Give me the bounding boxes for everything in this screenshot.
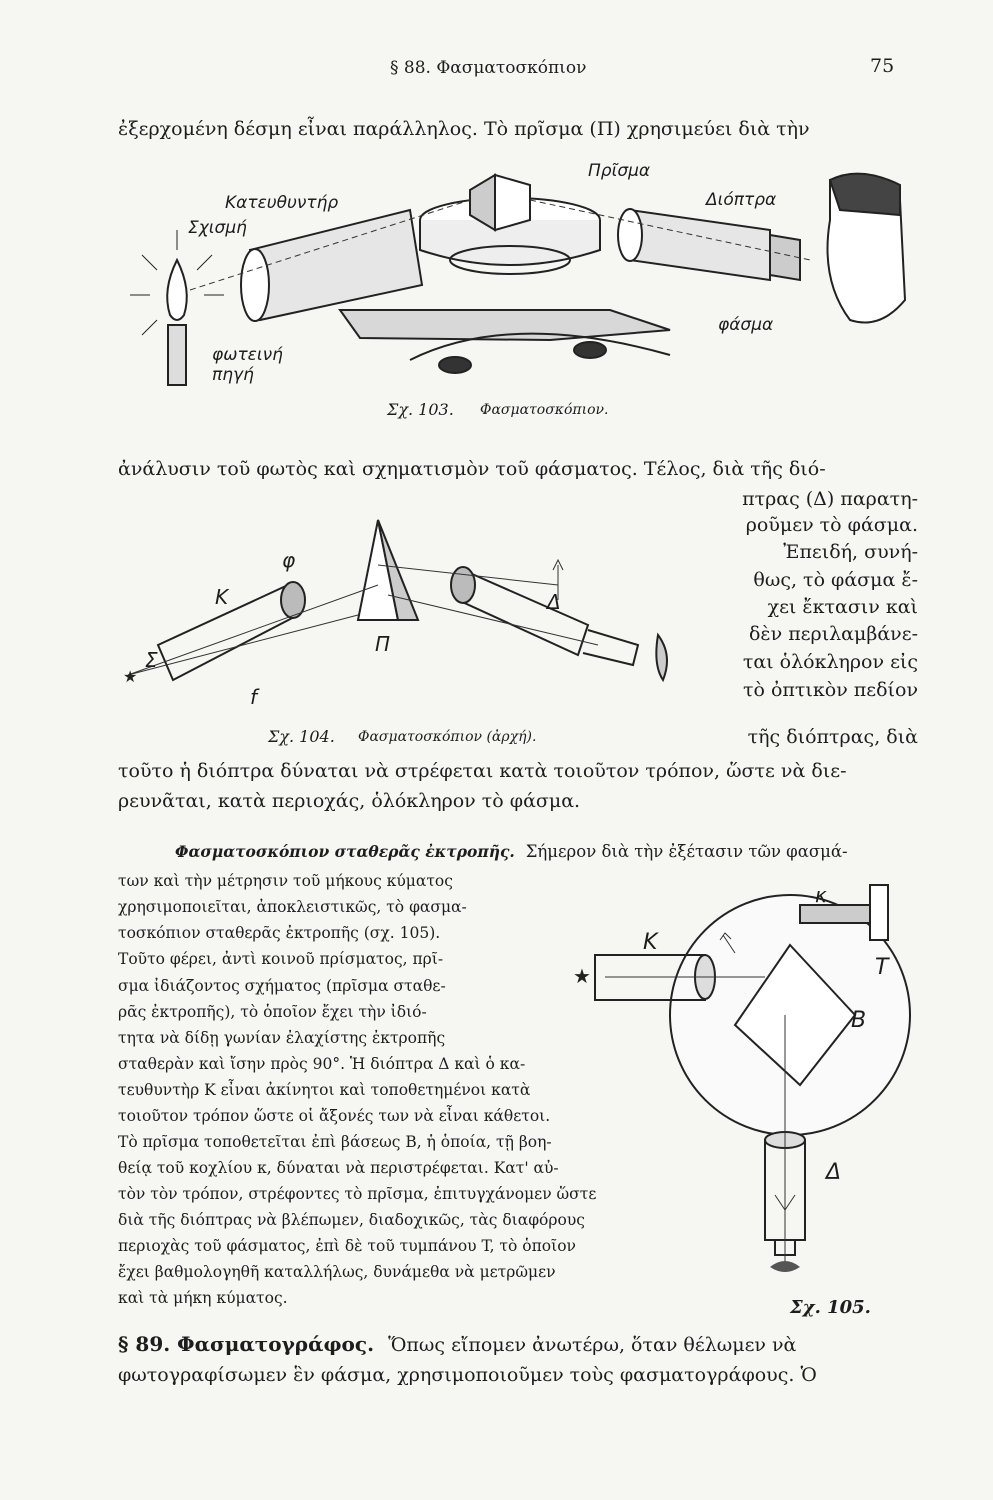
text-line: ται ὁλόκληρον εἰς xyxy=(742,651,918,673)
text-line: τευθυντὴρ K εἶναι ἀκίνητοι καὶ τοποθετημένοι κατὰ xyxy=(118,1081,531,1099)
text-line: τητα νὰ δίδῃ γωνίαν ἐλαχίστης ἐκτροπῆς xyxy=(118,1029,446,1047)
label-K: K xyxy=(215,585,229,609)
text-line: δὲν περιλαμβάνε- xyxy=(748,623,918,645)
label-phi: φ xyxy=(282,548,296,572)
text-line: φωτογραφίσωμεν ἓν φάσμα, χρησιμοποιοῦμεν τοὺς φασματογράφους. Ὁ xyxy=(118,1364,817,1386)
text-line: των καὶ τὴν μέτρησιν τοῦ μήκους κύματος xyxy=(118,872,453,890)
figure-104-caption: Φασματοσκόπιον (ἀρχή). xyxy=(358,729,537,745)
text-line: τῆς διόπτρας, διὰ xyxy=(747,726,918,748)
text-line: τοσκόπιον σταθερᾶς ἐκτροπῆς (σχ. 105). xyxy=(118,924,441,942)
text-line: περιοχὰς τοῦ φάσματος, ἐπὶ δὲ τοῦ τυμπάνου T, τὸ ὁποῖον xyxy=(118,1237,576,1255)
text-line: καὶ τὰ μήκη κύματος. xyxy=(118,1289,288,1307)
section-89-first-line xyxy=(118,1332,796,1356)
label-T: T xyxy=(875,955,889,980)
paragraph-title: Φασματοσκόπιον σταθερᾶς ἐκτροπῆς. xyxy=(175,842,515,861)
text-line: Τὸ πρῖσμα τοποθετεῖται ἐπὶ βάσεως B, ἡ ὁποία, τῇ βοη- xyxy=(118,1133,552,1151)
svg-text:★: ★ xyxy=(573,964,591,988)
text-line: θως, τὸ φάσμα ἔ- xyxy=(753,569,918,591)
label-Delta: Δ xyxy=(547,590,561,614)
label-slit: Σχισμή xyxy=(188,218,247,238)
text-line: Ἐπειδή, συνή- xyxy=(783,541,918,563)
label-Delta-105: Δ xyxy=(826,1160,842,1185)
running-header: § 88. Φασματοσκόπιον xyxy=(390,58,587,78)
figure-105-constant-deviation-spectroscope xyxy=(545,875,915,1275)
label-light-source: φωτεινή πηγή xyxy=(212,345,283,385)
paragraph-first-line xyxy=(175,842,848,861)
text-line: χει ἔκτασιν καὶ xyxy=(767,596,918,618)
figure-103-caption: Φασματοσκόπιον. xyxy=(480,402,609,418)
label-spectrum: φάσμα xyxy=(718,315,774,335)
paragraph-first-rest: Σήμερον διὰ τὴν ἐξέτασιν τῶν φασμά- xyxy=(525,842,848,861)
text-line: ρευνᾶται, κατὰ περιοχάς, ὁλόκληρον τὸ φάσμα. xyxy=(118,790,581,812)
text-line: ροῦμεν τὸ φάσμα. xyxy=(745,514,918,536)
text-line: σμα ἰδιάζοντος σχήματος (πρῖσμα σταθε- xyxy=(118,977,446,995)
label-prism: Πρῖσμα xyxy=(588,161,651,181)
text-line: τοιοῦτον τρόπον ὥστε οἱ ἄξονές των νὰ εἶναι κάθετοι. xyxy=(118,1107,551,1125)
text-line: ἀνάλυσιν τοῦ φωτὸς καὶ σχηματισμὸν τοῦ φάσματος. Τέλος, διὰ τῆς διό- xyxy=(118,458,826,480)
text-line: πτρας (Δ) παρατη- xyxy=(742,488,918,510)
section-89-text: Ὅπως εἴπομεν ἀνωτέρω, ὅταν θέλωμεν νὰ xyxy=(388,1334,797,1356)
text-line: θείᾳ τοῦ κοχλίου κ, δύναται νὰ περιστρέφεται. Κατ' αὐ- xyxy=(118,1159,559,1177)
text-line: διὰ τῆς διόπτρας νὰ βλέπωμεν, διαδοχικῶς, τὰς διαφόρους xyxy=(118,1211,585,1229)
figure-103-caption-number: Σχ. 103. xyxy=(387,400,454,419)
label-Pi: Π xyxy=(375,632,391,656)
text-line: τοῦτο ἡ διόπτρα δύναται νὰ στρέφεται κατὰ τοιοῦτον τρόπον, ὥστε νὰ διε- xyxy=(118,760,847,782)
text-line: χρησιμοποιεῖται, ἀποκλειστικῶς, τὸ φασμα- xyxy=(118,898,467,916)
text-line: σταθερὰν καὶ ἴσην πρὸς 90°. Ἡ διόπτρα Δ καὶ ὁ κα- xyxy=(118,1055,526,1073)
label-Sigma: Σ xyxy=(145,648,158,672)
text-line: ἐξερχομένη δέσμη εἶναι παράλληλος. Τὸ πρῖσμα (Π) χρησιμεύει διὰ τὴν xyxy=(118,118,810,140)
label-kappa: κ xyxy=(815,883,827,907)
label-B: B xyxy=(851,1008,867,1033)
text-line: τὸ ὀπτικὸν πεδίον xyxy=(743,679,918,701)
page-number: 75 xyxy=(870,55,895,77)
label-collimator: Κατευθυντήρ xyxy=(225,193,339,213)
label-K-105: K xyxy=(643,930,658,955)
svg-text:★: ★ xyxy=(123,667,138,686)
figure-105-caption: Σχ. 105. xyxy=(790,1297,871,1318)
figure-104-spectroscope-principle xyxy=(118,505,698,720)
label-f: f xyxy=(250,685,258,709)
text-line: ρᾶς ἐκτροπῆς), τὸ ὁποῖον ἔχει τὴν ἰδιό- xyxy=(118,1003,427,1021)
text-line: τὸν τὸν τρόπον, στρέφοντες τὸ πρῖσμα, ἐπιτυγχάνομεν ὥστε xyxy=(118,1185,597,1203)
text-line: ἔχει βαθμολογηθῆ καταλλήλως, δυνάμεθα νὰ μετρῶμεν xyxy=(118,1263,556,1281)
section-89-title: § 89. Φασματογράφος. xyxy=(118,1332,375,1356)
text-line: Τοῦτο φέρει, ἀντὶ κοινοῦ πρίσματος, πρῖ- xyxy=(118,950,444,968)
figure-104-caption-number: Σχ. 104. xyxy=(268,727,335,746)
label-telescope: Διόπτρα xyxy=(706,190,777,210)
